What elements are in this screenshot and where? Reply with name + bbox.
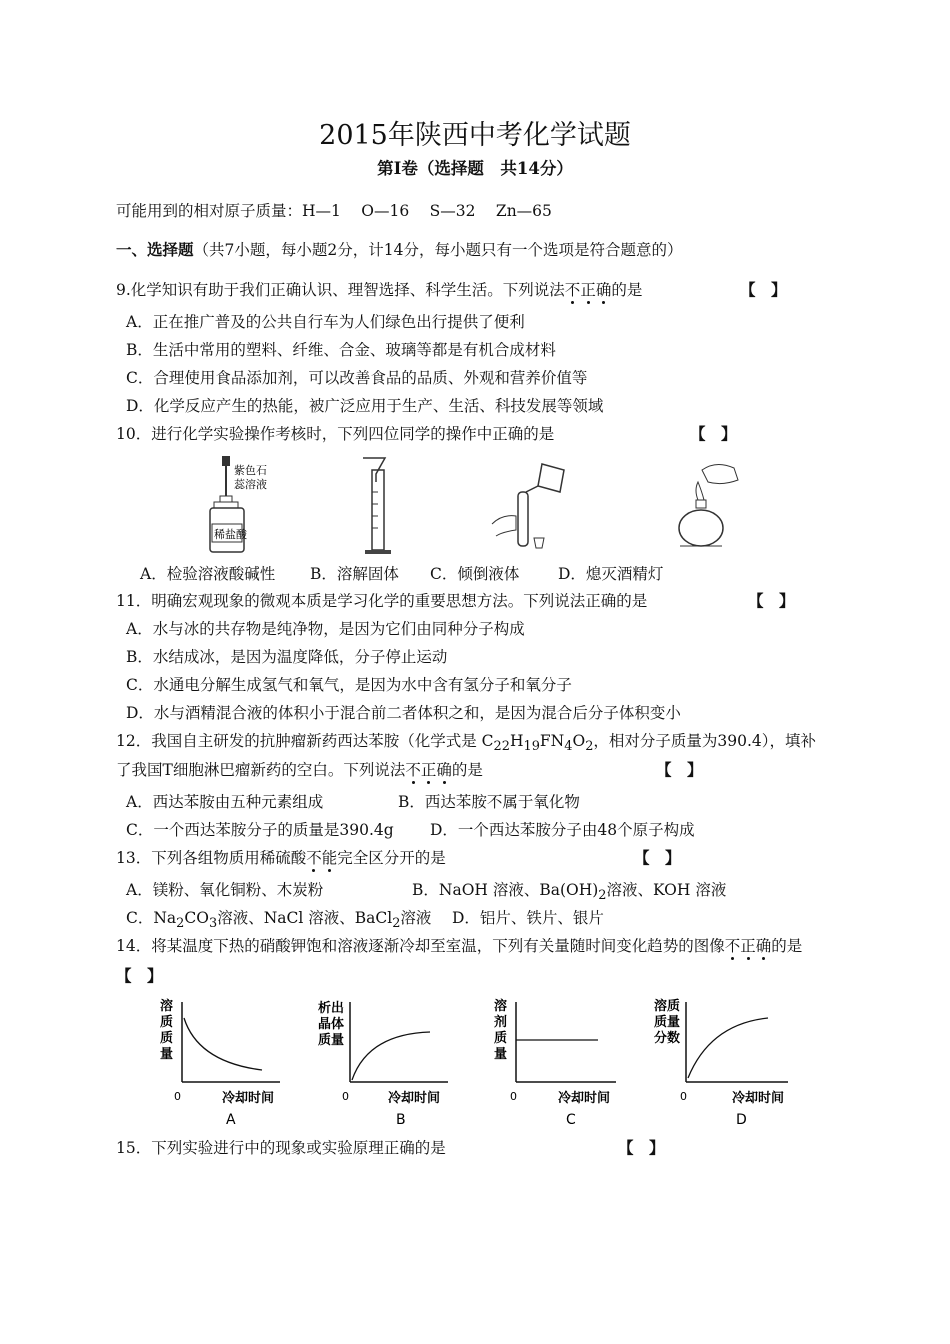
q13-option-d: D．铝片、铁片、银片 bbox=[452, 909, 604, 927]
q12-stem-line1 bbox=[116, 731, 816, 757]
q10-option-c: C．倾倒液体 bbox=[430, 565, 520, 583]
emphasis-char: 能 bbox=[321, 849, 338, 867]
answer-bracket: 【 】 bbox=[748, 591, 795, 610]
dropper-bottle-illustration bbox=[200, 452, 290, 556]
dropper-bulb bbox=[222, 456, 230, 466]
y-label: 剂 bbox=[494, 1015, 508, 1030]
y-label: 分数 bbox=[654, 1031, 681, 1046]
trend-curve bbox=[688, 1018, 768, 1078]
reagent-bottle bbox=[538, 464, 564, 492]
lamp-body bbox=[679, 510, 723, 546]
emphasis-char: 不 bbox=[306, 849, 322, 867]
bottle-neck bbox=[214, 502, 238, 508]
atomic-mass-line: 可能用到的相对原子质量：H—1 O—16 S—32 Zn—65 bbox=[116, 202, 552, 220]
q9-option-a: A．正在推广普及的公共自行车为人们绿色出行提供了便利 bbox=[126, 313, 525, 331]
q9-stem-end: 的是 bbox=[611, 281, 643, 299]
section-title: 一、选择题 bbox=[116, 240, 194, 259]
page-subtitle: 第Ⅰ卷（选择题 共14分） bbox=[377, 159, 573, 178]
acid-label: 稀盐酸 bbox=[214, 528, 247, 541]
trend-curve bbox=[352, 1032, 430, 1080]
x-label: 冷却时间 bbox=[732, 1091, 785, 1106]
graduated-cylinder-illustration bbox=[355, 452, 405, 556]
emphasis-char: 确 bbox=[755, 937, 772, 955]
origin-label: 0 bbox=[342, 1090, 349, 1103]
litmus-label-1: 紫色石 bbox=[234, 464, 267, 477]
q12-text: 了我国T细胞淋巴瘤新药的空白。下列说法 bbox=[116, 761, 406, 779]
q10-option-d: D．熄灭酒精灯 bbox=[558, 565, 664, 583]
graph-letter: C bbox=[566, 1112, 576, 1128]
q12-text: ，相对分子质量为390.4），填补 bbox=[593, 732, 817, 750]
graph-letter: B bbox=[396, 1112, 406, 1128]
q14-stem bbox=[116, 936, 802, 956]
y-label: 质 bbox=[494, 1031, 508, 1046]
option-text: C．Na bbox=[126, 909, 177, 927]
y-label: 质 bbox=[160, 1015, 174, 1030]
q9-stem bbox=[116, 280, 642, 300]
emphasis-char: 确 bbox=[595, 281, 612, 299]
x-label: 冷却时间 bbox=[222, 1091, 275, 1106]
q13-text: 完全区分开的是 bbox=[337, 849, 446, 867]
subscript: 2 bbox=[598, 888, 607, 904]
flame bbox=[696, 482, 704, 500]
y-label: 质量 bbox=[654, 1015, 681, 1030]
x-label: 冷却时间 bbox=[558, 1091, 611, 1106]
emphasis-char: 正 bbox=[740, 937, 756, 955]
q13-text: 13．下列各组物质用稀硫酸 bbox=[116, 849, 307, 867]
q15-stem: 15．下列实验进行中的现象或实验原理正确的是 bbox=[116, 1139, 446, 1157]
answer-bracket: 【 】 bbox=[656, 760, 703, 779]
q13-option-c bbox=[126, 908, 431, 934]
y-label: 析出 bbox=[318, 1001, 345, 1016]
answer-bracket: 【 】 bbox=[116, 966, 163, 985]
bottle-mouth bbox=[526, 486, 538, 492]
emphasis-char: 不 bbox=[724, 937, 741, 955]
q11-option-a: A．水与冰的共存物是纯净物，是因为它们由同种分子构成 bbox=[126, 620, 525, 638]
emphasis-char: 正 bbox=[580, 281, 596, 299]
q10-stem: 10．进行化学实验操作考核时，下列四位同学的操作中正确的是 bbox=[116, 425, 555, 443]
test-tube bbox=[518, 492, 528, 546]
answer-bracket: 【 】 bbox=[690, 424, 737, 443]
section-heading bbox=[116, 240, 682, 260]
graph-b bbox=[318, 996, 458, 1130]
q10-option-b: B．溶解固体 bbox=[310, 565, 399, 583]
q9-option-c: C．合理使用食品添加剂，可以改善食品的品质、外观和营养价值等 bbox=[126, 369, 588, 387]
q13-stem bbox=[116, 848, 446, 868]
graph-d bbox=[652, 996, 802, 1130]
graph-a bbox=[150, 996, 290, 1130]
emphasis-char: 正 bbox=[420, 761, 437, 779]
q11-option-c: C．水通电分解生成氢气和氧气，是因为水中含有氢分子和氧分子 bbox=[126, 676, 572, 694]
subscript: 22 bbox=[493, 739, 510, 755]
q9-option-d: D．化学反应产生的热能，被广泛应用于生产、生活、科技发展等领域 bbox=[126, 397, 604, 415]
q9-option-b: B．生活中常用的塑料、纤维、合金、玻璃等都是有机合成材料 bbox=[126, 341, 556, 359]
q14-text: 的是 bbox=[771, 937, 803, 955]
q11-option-d: D．水与酒精混合液的体积小于混合前二者体积之和，是因为混合后分子体积变小 bbox=[126, 704, 681, 722]
origin-label: 0 bbox=[510, 1090, 517, 1103]
emphasis-char: 确 bbox=[436, 761, 452, 779]
q12-option-c: C．一个西达苯胺分子的质量是390.4g bbox=[126, 821, 394, 839]
subscript: 2 bbox=[176, 916, 185, 932]
subscript: 2 bbox=[585, 739, 594, 755]
q12-stem-line2 bbox=[116, 760, 483, 780]
formula-part: O bbox=[572, 732, 586, 750]
emphasis-char: 不 bbox=[564, 281, 581, 299]
q14-text: 14．将某温度下热的硝酸钾饱和溶液逐渐冷却至室温，下列有关量随时间变化趋势的图像 bbox=[116, 937, 725, 955]
formula-part: FN bbox=[539, 732, 565, 750]
cylinder-body bbox=[372, 470, 384, 550]
bottle-cap bbox=[220, 496, 232, 502]
option-text: 溶液、KOH 溶液 bbox=[606, 881, 727, 899]
q11-option-b: B．水结成冰，是因为温度降低，分子停止运动 bbox=[126, 648, 448, 666]
y-label: 晶体 bbox=[318, 1017, 345, 1032]
y-label: 溶质 bbox=[654, 999, 681, 1014]
q11-stem: 11．明确宏观现象的微观本质是学习化学的重要思想方法。下列说法正确的是 bbox=[116, 592, 648, 610]
y-label: 量 bbox=[494, 1047, 508, 1062]
q13-option-a: A．镁粉、氧化铜粉、木炭粉 bbox=[126, 881, 324, 899]
hand bbox=[702, 464, 738, 483]
subscript: 19 bbox=[523, 739, 540, 755]
graph-letter: A bbox=[226, 1112, 236, 1128]
cylinder-base bbox=[365, 550, 391, 554]
trend-curve bbox=[184, 1018, 262, 1070]
formula-part: H bbox=[509, 732, 524, 750]
y-label: 质量 bbox=[318, 1033, 345, 1048]
pouring-liquid-illustration bbox=[482, 456, 572, 556]
q12-option-b: B．西达苯胺不属于氧化物 bbox=[398, 793, 580, 811]
litmus-label-2: 蕊溶液 bbox=[234, 478, 267, 491]
q12-text: 的是 bbox=[451, 761, 483, 779]
page-title: 2015年陕西中考化学试题 bbox=[319, 120, 631, 151]
q12-text: 12．我国自主研发的抗肿瘤新药西达苯胺（化学式是 C bbox=[116, 732, 494, 750]
origin-label: 0 bbox=[680, 1090, 687, 1103]
q13-option-b bbox=[412, 880, 726, 906]
graph-c bbox=[488, 996, 628, 1130]
answer-bracket: 【 】 bbox=[634, 848, 681, 867]
y-label: 质 bbox=[160, 1031, 174, 1046]
q12-option-d: D．一个西达苯胺分子由48个原子构成 bbox=[430, 821, 695, 839]
graph-letter: D bbox=[736, 1112, 747, 1128]
answer-bracket: 【 】 bbox=[740, 280, 787, 299]
hand bbox=[492, 516, 516, 536]
y-label: 量 bbox=[160, 1047, 174, 1062]
y-label: 溶 bbox=[160, 999, 174, 1014]
stopper bbox=[534, 538, 544, 548]
subscript: 3 bbox=[208, 916, 218, 932]
origin-label: 0 bbox=[174, 1090, 181, 1103]
option-text: CO bbox=[184, 909, 209, 927]
q12-option-a: A．西达苯胺由五种元素组成 bbox=[126, 793, 324, 811]
emphasis-char: 不 bbox=[405, 761, 421, 779]
subscript: 4 bbox=[564, 739, 573, 755]
option-text: B．NaOH 溶液、Ba(OH) bbox=[412, 881, 599, 899]
option-text: 溶液 bbox=[400, 909, 432, 927]
q10-option-a: A．检验溶液酸碱性 bbox=[140, 565, 276, 583]
q9-stem-text: 9.化学知识有助于我们正确认识、理智选择、科学生活。下列说法 bbox=[116, 281, 565, 299]
section-note: （共7小题，每小题2分，计14分，每小题只有一个选项是符合题意的） bbox=[193, 241, 683, 259]
option-text: 溶液、NaCl 溶液、BaCl bbox=[217, 909, 393, 927]
y-label: 溶 bbox=[494, 999, 508, 1014]
x-label: 冷却时间 bbox=[388, 1091, 441, 1106]
alcohol-lamp-illustration bbox=[672, 456, 752, 556]
lamp-wick-holder bbox=[696, 500, 706, 508]
subscript: 2 bbox=[392, 916, 401, 932]
answer-bracket: 【 】 bbox=[618, 1138, 665, 1157]
